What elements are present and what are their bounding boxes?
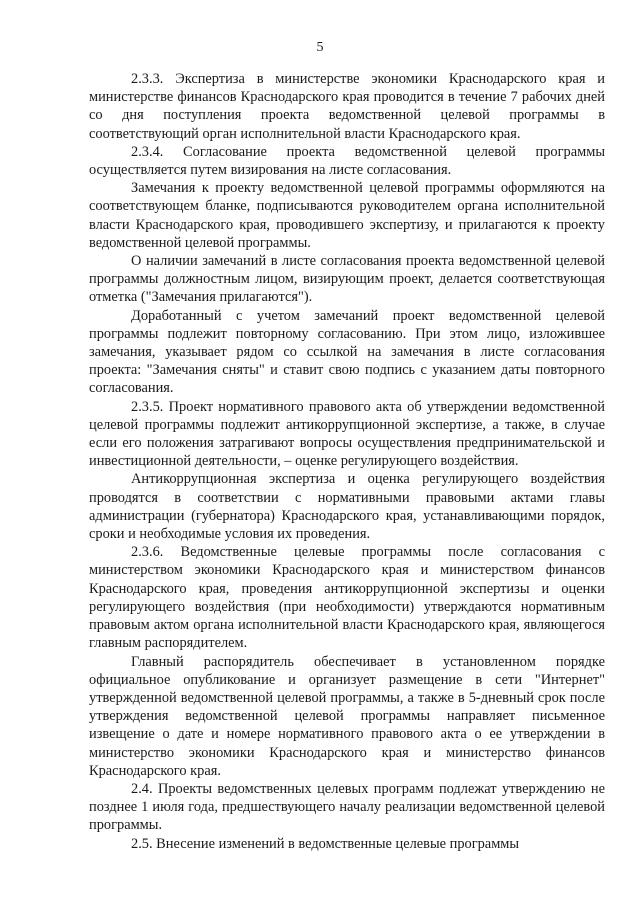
paragraph-publication: Главный распорядитель обеспечивает в установленном порядке официальное опубликование и организует размещение в сети "Интернет" утвержденной ведомственной целевой программы, а также в 5-дневный срок после утверждения ведомственной целевой программы направляет письменное извещение о дате и номере нормативного правового акта о ее утверждении в министерство экономики Краснодарского края и министерство финансов Краснодарского края.	[89, 653, 605, 779]
paragraph-expertise-procedure: Антикоррупционная экспертиза и оценка регулирующего воздействия проводятся в соответствии с нормативными правовыми актами главы администрации (губернатора) Краснодарского края, устанавливающими порядок, сроки и необходимые условия их проведения.	[89, 471, 605, 543]
paragraph-2-3-4: 2.3.4. Согласование проекта ведомственной целевой программы осуществляется путем визирования на листе согласования.	[89, 143, 605, 179]
paragraph-remarks-form: Замечания к проекту ведомственной целевой программы оформляются на соответствующем бланке, подписываются руководителем органа исполнительной власти Краснодарского края, проводившего экспертизу, и прилагаются к проекту ведомственной целевой программы.	[89, 180, 605, 251]
paragraph-2-3-6: 2.3.6. Ведомственные целевые программы после согласования с министерством экономики Краснодарского края и министерством финансов Краснодарского края, проведения антикоррупционной экспертизы и оценки регулирующего воздействия (при необходимости) утверждаются нормативным правовым актом органа исполнительной власти Краснодарского края, являющегося главным распорядителем.	[89, 544, 605, 652]
paragraph-2-5: 2.5. Внесение изменений в ведомственные целевые программы	[131, 835, 520, 852]
page-number: 5	[316, 40, 324, 55]
paragraph-2-3-5: 2.3.5. Проект нормативного правового акта об утверждении ведомственной целевой программы подлежит антикоррупционной экспертизе, а также, в случае если его положения затрагивают вопросы осуществления предпринимательской и инвестиционной деятельности, – оценке регулирующего воздействия.	[89, 398, 605, 470]
paragraph-reapproval: Доработанный с учетом замечаний проект ведомственной целевой программы подлежит повторному согласованию. При этом лицо, изложившее замечания, указывает рядом со ссылкой на замечания в листе согласования проекта: "Замечания сняты" и ставит свою подпись с указанием даты повторного согласования.	[89, 307, 605, 397]
paragraph-2-3-3: 2.3.3. Экспертиза в министерстве экономики Краснодарского края и министерстве финансов Краснодарского края проводится в течение 7 рабочих дней со дня поступления проекта ведомственной целевой программы в соответствующий орган исполнительной власти Краснодарского края.	[89, 71, 605, 142]
document-body	[89, 70, 605, 853]
paragraph-2-4: 2.4. Проекты ведомственных целевых программ подлежат утверждению не позднее 1 июля года, предшествующего началу реализации ведомственной целевой программы.	[89, 780, 605, 834]
paragraph-remarks-mark: О наличии замечаний в листе согласования проекта ведомственной целевой программы должностным лицом, визирующим проект, делается соответствующая отметка ("Замечания прилагаются").	[89, 253, 605, 306]
